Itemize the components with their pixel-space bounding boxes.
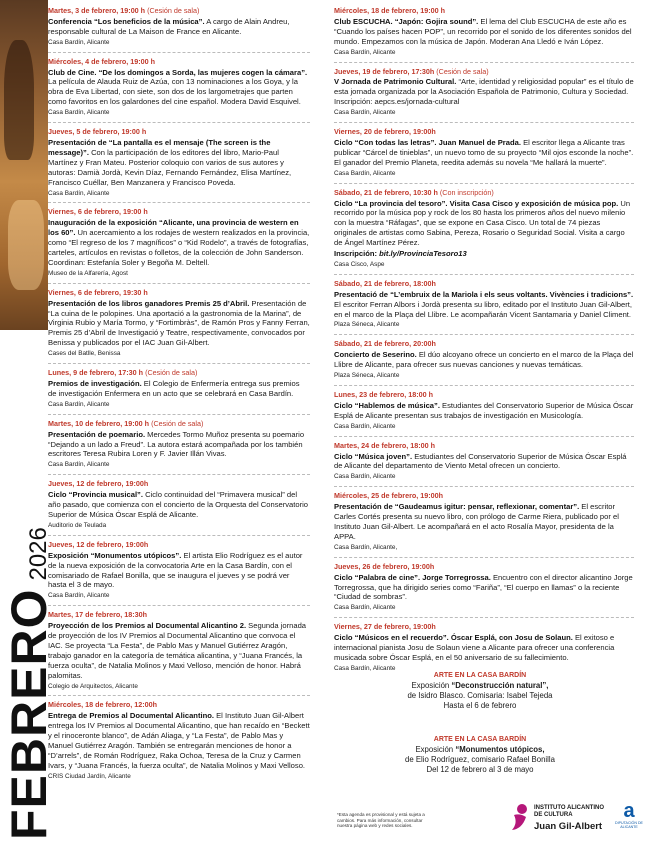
event-description: Ciclo “La provincia del tesoro”. Visita Casa Cisco y exposición de música pop. Un recorrido por la música pop y rock de los 80 hasta los primeros años del nuevo milenio con la muestra “Ráfagas”, que se expone en Casa Cisco. Un total de 74 piezas originales de artistas como Sabina, Pereza, Rosario o Seguridad Social. Visita a cargo de Ángel Martínez Pérez.: [334, 198, 631, 248]
event-separator: [334, 274, 634, 275]
event-item: [334, 339, 634, 381]
event-description: Ciclo “Hablemos de música”. Estudiantes del Conservatorio Superior de Música Óscar Esplá de Alicante presentan sus trabajos de investigación en Musicología.: [334, 400, 634, 420]
right-events-column: [334, 6, 634, 674]
event-location: Colegio de Arquitectos, Alicante: [48, 682, 138, 690]
event-item: [334, 622, 634, 674]
event-date: Sábado, 21 de febrero, 18:00h: [334, 278, 436, 288]
event-separator: [48, 52, 310, 53]
event-description: Premios de investigación. El Colegio de Enfermería entrega sus premios de investigación Enfermera en un acto que se celebrará en Casa Bardín.: [48, 379, 300, 398]
event-description: Presentación de los libros ganadores Premis 25 d’Abril. Presentación de “La cuina de le polopines. Una aportació a la gastronomia de la Marina”, de Virginia Rubio y María Tormo, y “Fortimbràs”, de Ramón Pros y Fanny Ferran, Premis 25 d’Abril de Investigació y Teatre, respectivamente, convocados por Benissa y publicados por el IAC Juan Gil-Albert.: [48, 298, 310, 348]
event-location: CRIS Ciudad Jardín, Alicante: [48, 772, 131, 780]
event-location: Casa Bardín, Alicante: [48, 400, 110, 408]
event-item: [48, 368, 310, 410]
event-description: Proyección de los Premios al Documental Alicantino 2. Segunda jornada de proyección de los IV Premios al Documental Alicantino que convoca el IAC. Se proyecta “La Festa”, de Pablo Mas y Manuel Gutiérrez Aragón, trabajo ganador en la categoría de temática alicantina, y “Juana Francés, la fuerza oculta”, de Natalia Molinos y Maxi Velloso, mención de honor. Habrá palomitas.: [48, 621, 307, 680]
event-date: Jueves, 19 de febrero, 17:30h (Cesión de sala): [334, 66, 489, 76]
event-description: Ciclo “Provincia musical”. Ciclo continuidad del “Primavera musical” del año pasado, que comienza con el concierto de la Orquesta del Conservatorio Superior de Música Óscar Esplá de Alicante.: [48, 490, 309, 519]
event-item: [334, 441, 634, 483]
institute-logo-icon: [510, 803, 530, 831]
event-location: Casa Bardín, Alicante: [334, 604, 396, 612]
event-date: Sábado, 21 de febrero, 10:30 h (Con inscripción): [334, 187, 494, 197]
event-description: V Jornada de Patrimonio Cultural. “Arte, identidad y religiosidad popular” es el título de esta jornada organizada por la Asociación Española de Patrimonio, Cultura y Sociedad. Inscripción: aepcs.es/jornada-cultural: [334, 77, 634, 107]
event-date: Viernes, 20 de febrero, 19:00h: [334, 127, 436, 137]
event-location: Casa Bardín, Alicante: [334, 664, 396, 672]
event-item: [48, 6, 310, 48]
exhibition-block: ARTE EN LA CASA BARDÍN Exposición “Monumentos utópicos, de Elio Rodríguez, comisario Rafael Bonilla Del 12 de febrero al 3 de mayo: [405, 736, 555, 774]
event-date: Viernes, 6 de febrero, 19:00 h: [48, 207, 148, 217]
event-date: Martes, 17 de febrero, 18:30h: [48, 610, 148, 620]
event-date: Martes, 10 de febrero, 19:00 h (Cesión de sala): [48, 418, 204, 428]
event-location: Museo de la Alfarería, Agost: [48, 269, 128, 277]
event-separator: [48, 474, 310, 475]
event-item: [334, 6, 634, 58]
event-separator: [334, 334, 634, 335]
event-item: [48, 700, 310, 781]
event-separator: [334, 486, 634, 487]
diputacion-logo: a DIPUTACIÓN DE ALICANTE: [615, 800, 643, 829]
event-location: Casa Bardín, Alicante: [48, 38, 110, 46]
event-date: Miércoles, 18 de febrero, 12:00h: [48, 700, 158, 710]
event-separator: [334, 436, 634, 437]
page-title: FEBRERO2026: [1, 527, 57, 840]
event-separator: [334, 183, 634, 184]
event-location: Casa Bardín, Alicante: [48, 109, 110, 117]
event-separator: [334, 385, 634, 386]
event-item: [48, 419, 310, 471]
event-location: Casa Cisco, Aspe: [334, 260, 385, 268]
diputacion-logo-icon: a: [623, 800, 635, 822]
event-separator: [334, 557, 634, 558]
event-date: Jueves, 12 de febrero, 19:00h: [48, 479, 149, 489]
event-date: Miércoles, 4 de febrero, 19:00 h: [48, 56, 156, 66]
event-location: Casa Bardín, Alicante: [334, 422, 396, 430]
event-date: Viernes, 6 de febrero, 19:30 h: [48, 287, 148, 297]
event-item: [48, 479, 310, 531]
event-separator: [334, 62, 634, 63]
event-separator: [334, 122, 634, 123]
left-events-column: [48, 6, 310, 782]
registration-link[interactable]: bit.ly/ProvinciaTesoro13: [379, 249, 467, 259]
event-separator: [48, 695, 310, 696]
event-description: Ciclo “Música joven”. Estudiantes del Conservatorio Superior de Música Óscar Esplá de Alicante del departamento de Viento Metal ofrecen un concierto.: [334, 451, 627, 471]
event-location: Casa Bardín, Alicante: [48, 592, 110, 600]
event-location: Casa Bardín, Alicante,: [334, 543, 398, 551]
event-location: Casa Bardín, Alicante: [334, 109, 396, 117]
event-description: Ciclo “Con todas las letras”. Juan Manuel de Prada. El escritor llega a Alicante tras publicar “Cárcel de tinieblas”, un nuevo tomo de su proyecto “Mil ojos esconde la noche”. El ganador del Premio Planeta, reedita además su novela “Me hallará la muerte”.: [334, 137, 634, 167]
event-description: Conferencia “Los beneficios de la música”. A cargo de Alain Andreu, responsable cultural de La Maison de France en Alicante.: [48, 16, 290, 36]
event-item: [48, 127, 310, 198]
event-location: Casa Bardín, Alicante: [334, 169, 396, 177]
event-description: Entrega de Premios al Documental Alicantino. El Instituto Juan Gil-Albert entrega los IV Premios al Documental Alicantino, que han recaído en “Beckett y el rinoceronte blanco”, de Adán Aliaga, y “La Festa”, de Pablo Mas y Manuel Gutiérrez Aragón. También se entregarán menciones de honor a “D’arrels”, de Román Rodríguez, Raka Ochoa, Teresa de la Cruz y Carmen Ivars, y “Juana Francés, la fuerza oculta”, de Natalia Molinos y Maxi Velloso.: [48, 711, 310, 770]
event-location: Cases del Batlle, Benissa: [48, 350, 121, 358]
event-item: [334, 127, 634, 179]
event-item: [334, 67, 634, 119]
event-location: Casa Bardín, Alicante: [48, 461, 110, 469]
event-location: Casa Bardín, Alicante: [334, 473, 396, 481]
event-date: Miércoles, 18 de febrero, 19:00 h: [334, 6, 446, 15]
event-item: [48, 610, 310, 691]
event-separator: [48, 283, 310, 284]
event-location: Plaza Séneca, Alicante: [334, 321, 400, 329]
event-date: Jueves, 5 de febrero, 19:00 h: [48, 127, 147, 137]
event-description: Ciclo “Músicos en el recuerdo”. Óscar Esplá, con Josu de Solaun. El exitoso e internacional pianista Josu de Solaun viene a Alicante para ofrecer una conferencia musicada sobre Óscar Esplá, en el 50 aniversario de su fallecimiento.: [334, 633, 615, 662]
event-separator: [48, 605, 310, 606]
event-separator: [48, 414, 310, 415]
event-description: Presentació de “L’embruix de la Mariola i els seus voltants. Vivències i tradicions”. El escritor Ferran Albors i Jordà presenta su libro, editado por el Instituto Juan Gil-Albert, en el marco de la Plaça del Llibre. Le acompañarán Vicent Santamaria y Daniel Climent.: [334, 289, 634, 319]
event-description: Presentación de “Gaudeamus igitur: pensar, reflexionar, comentar”. El escritor Carles Cortés presenta su nuevo libro, con prólogo de Carme Riera, publicado por el Instituto Juan Gil-Albert. Le acompañará en el acto Rosalía Mayor, presidenta de la APPA.: [334, 502, 619, 541]
event-date: Lunes, 23 de febrero, 18:00 h: [334, 390, 434, 399]
event-location: Casa Bardín, Alicante: [334, 48, 396, 56]
event-description: Presentación de poemario. Mercedes Tormo Muñoz presenta su poemario “Dejando a un lado a Freud”. La autora estará acompañada por los también escritores Teresa Rubira Loren y F. Javier Illán Vivas.: [48, 429, 305, 459]
event-date: Jueves, 12 de febrero, 19:00h: [48, 539, 149, 549]
event-separator: [48, 363, 310, 364]
event-item: [48, 288, 310, 359]
event-date: Miércoles, 25 de febrero, 19:00h: [334, 491, 444, 501]
event-item: [334, 562, 634, 614]
event-item: [48, 540, 310, 601]
event-date: Jueves, 26 de febrero, 19:00h: [334, 561, 435, 571]
event-description: Concierto de Seserino. El dúo alcoyano ofrece un concierto en el marco de la Plaça del Llibre de Alicante, para ofrecer sus nuevas canciones y nuevas temáticas.: [334, 350, 634, 370]
event-separator: [48, 202, 310, 203]
event-description: Club ESCUCHA. “Japón: Gojira sound”. El lema del Club ESCUCHA de este año es “Cuando los países hacen POP”, un recorrido por el sonido de los diferentes sonidos del mundo. Empezamos con la música de Japón. Moderan Ana Lledó e Iván López.: [334, 16, 632, 46]
event-item: [334, 491, 634, 552]
event-item: [48, 57, 310, 118]
event-date: Viernes, 27 de febrero, 19:00h: [334, 622, 436, 632]
event-location: Plaza Séneca, Alicante: [334, 372, 400, 380]
western-poster-image: [0, 0, 48, 330]
event-separator: [48, 535, 310, 536]
event-date: Sábado, 21 de febrero, 20:00h: [334, 339, 436, 349]
event-registration: Inscripción: bit.ly/ProvinciaTesoro13: [334, 249, 467, 259]
event-description: Inauguración de la exposición “Alicante, una provincia de western en los 60”. Un acercamiento a los rodajes de western realizados en la provincia, como “El regreso de los 7 magníficos” o “Kid Rodelo”, a través de fotografías, carteles, artículos en revistas o folletos, de la colección de John Sanderson. Coordinan: Estefanía Soler y Begoña M. Deltell.: [48, 218, 310, 267]
event-description: Club de Cine. “De los domingos a Sorda, las mujeres cogen la cámara”. La película de Alauda Ruiz de Azúa, con 13 nominaciones a los Goya, y la obra de Eva Libertad, con siete, son dos de los largometrajes que parten como favoritos en los galardones del cine español. Modera David Esquivel.: [48, 67, 308, 107]
event-description: Exposición “Monumentos utópicos”. El artista Elio Rodríguez es el autor de la nueva exposición de la convocatoria Arte en la Casa Bardín, con el comisariado de Rafael Bonilla, que se inaugura el jueves y se podrá ver hasta el 3 de mayo.: [48, 550, 303, 590]
event-item: [48, 207, 310, 278]
event-description: Presentación de “La pantalla es el mensaje (The screen is the message)”. Con la participación de los editores del libro, Mario-Paul Martínez y Fran Mateu. Posterior coloquio con varios de sus autores y autoras: Damià Jordà, Kevin Díaz, Fernando Fernández, Elisa Martínez, Francisco Cuéllar, Ben Manzanera y Francisco Poveda.: [48, 137, 292, 187]
event-location: Auditorio de Teulada: [48, 521, 107, 529]
event-date: Martes, 3 de febrero, 19:00 h (Cesión de sala): [48, 6, 200, 15]
event-item: [334, 188, 634, 270]
event-location: Casa Bardín, Alicante: [48, 189, 110, 197]
exhibition-block: ARTE EN LA CASA BARDÍN Exposición “Deconstrucción natural”, de Isidro Blasco. Comisaria: Isabel Tejeda Hasta el 6 de febrero: [407, 672, 553, 710]
event-date: Lunes, 9 de febrero, 17:30 h (Cesión de sala): [48, 368, 198, 378]
event-separator: [334, 617, 634, 618]
event-item: [334, 279, 634, 331]
event-item: [334, 390, 634, 432]
event-separator: [48, 122, 310, 123]
footnote: *Esta agenda es provisional y está sujeta a cambios. Para más información, consultar nuestra página web y redes sociales.: [337, 812, 425, 829]
event-description: Ciclo “Palabra de cine”. Jorge Torregrossa. Encuentro con el director alicantino Jorge Torregrossa, que ha dirigido series como “Fariña”, “El cuerpo en llamas” o la reciente “Ciudad de sombras”.: [334, 572, 633, 602]
event-date: Martes, 24 de febrero, 18:00 h: [334, 440, 436, 450]
